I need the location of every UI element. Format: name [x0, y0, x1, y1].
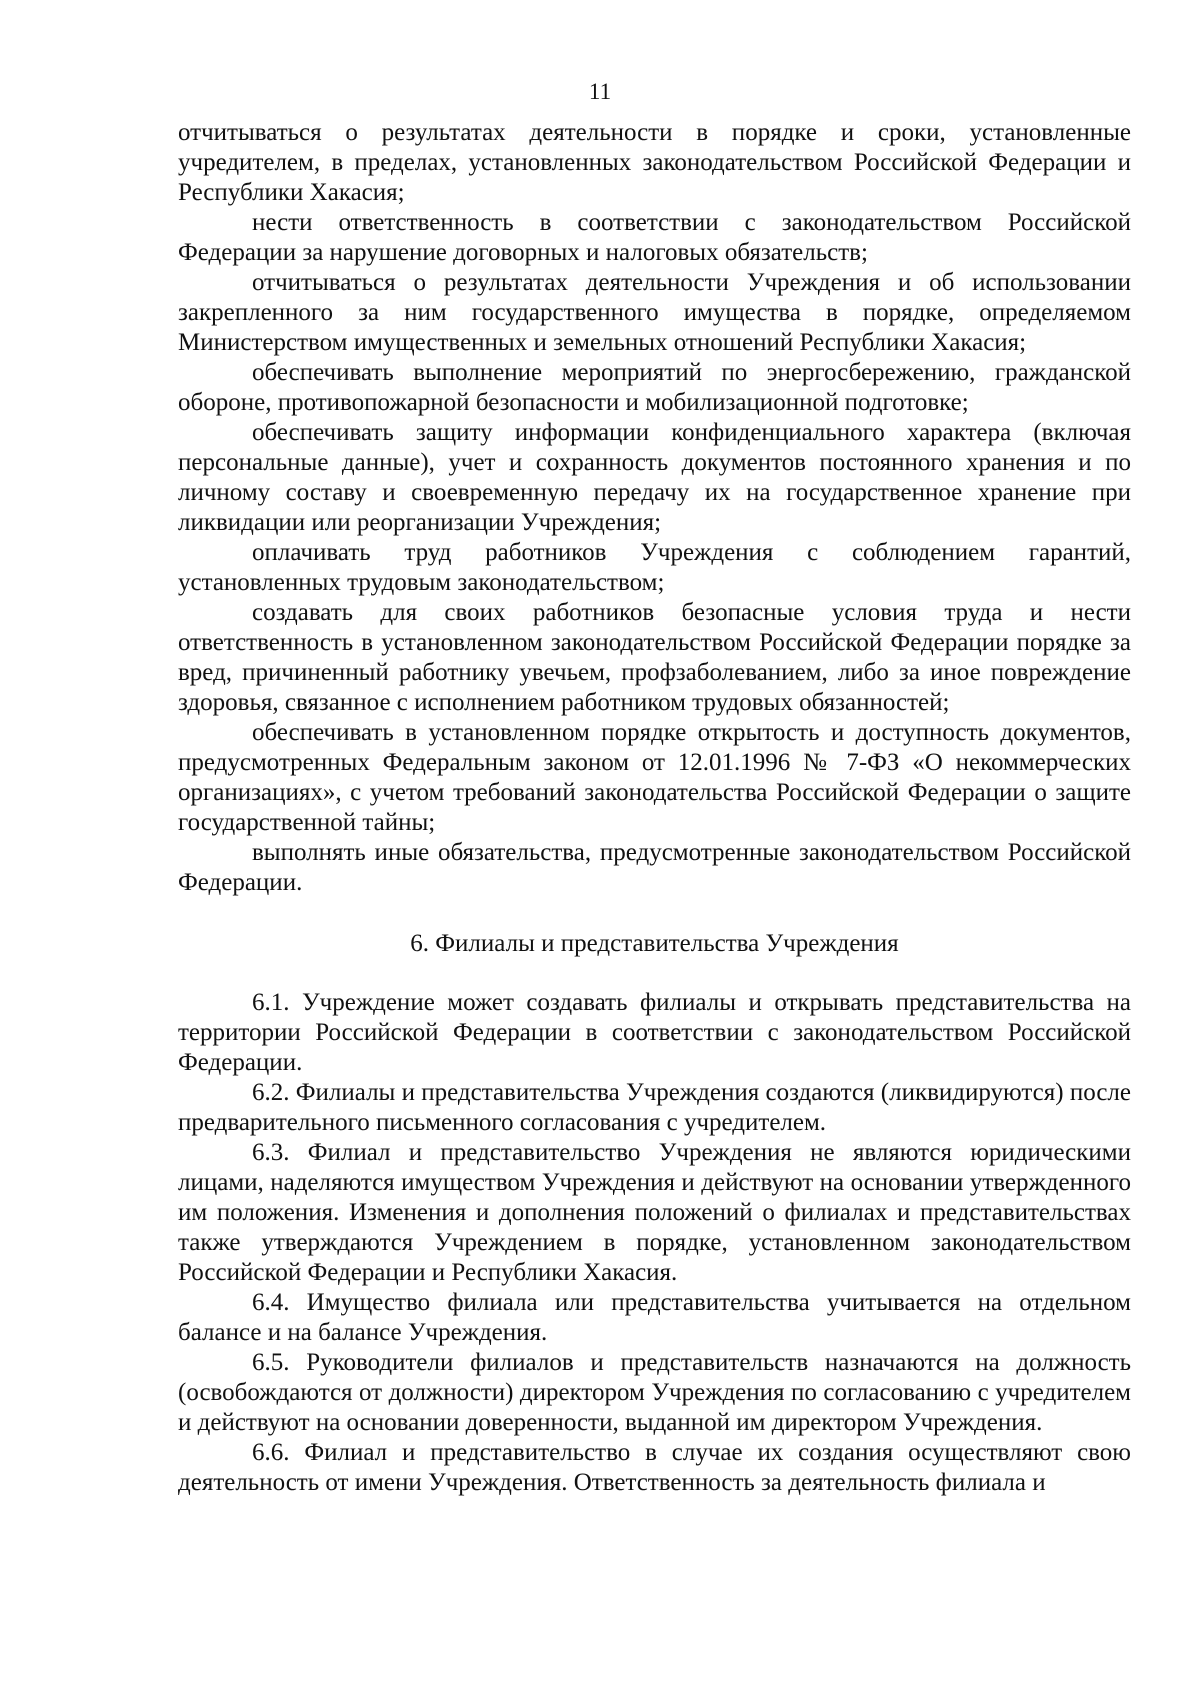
section-paragraph: 6.3. Филиал и представительство Учреждения не являются юридическими лицами, наделяются имуществом Учреждения и действуют на основании утвержденного им положения. Изменения и дополнения положений о филиалах и представительствах также утверждаются Учреждением в порядке, установленном законодательством Российской Федерации и Республики Хакасия. [178, 1139, 1131, 1286]
section-paragraph: 6.6. Филиал и представительство в случае их создания осуществляют свою деятельность от имени Учреждения. Ответственность за деятельность филиала и [178, 1439, 1131, 1496]
paragraph: отчитываться о результатах деятельности в порядке и сроки, установленные учредителем, в пределах, установленных законодательством Российской Федерации и Республики Хакасия; [178, 119, 1131, 206]
section-heading: 6. Филиалы и представительства Учреждения [410, 930, 899, 957]
paragraph: обеспечивать в установленном порядке открытость и доступность документов, предусмотренных Федеральным законом от 12.01.1996 № 7-ФЗ «О некоммерческих организациях», с учетом требований законодательства Российской Федерации о защите государственной тайны; [178, 719, 1131, 836]
section-paragraph: 6.2. Филиалы и представительства Учреждения создаются (ликвидируются) после предварительного письменного согласования с учредителем. [178, 1079, 1131, 1136]
section-paragraph: 6.4. Имущество филиала или представительства учитывается на отдельном балансе и на балансе Учреждения. [178, 1289, 1131, 1346]
section-paragraph: 6.5. Руководители филиалов и представительств назначаются на должность (освобождаются от должности) директором Учреждения по согласованию с учредителем и действуют на основании доверенности, выданной им директором Учреждения. [178, 1349, 1131, 1436]
paragraph: обеспечивать выполнение мероприятий по энергосбережению, гражданской обороне, противопожарной безопасности и мобилизационной подготовке; [178, 359, 1131, 416]
page-number: 11 [588, 79, 612, 104]
paragraph: выполнять иные обязательства, предусмотренные законодательством Российской Федерации. [178, 839, 1131, 896]
document-body [178, 118, 1131, 1498]
paragraph: отчитываться о результатах деятельности Учреждения и об использовании закрепленного за ним государственного имущества в порядке, определяемом Министерством имущественных и земельных отношений Республики Хакасия; [178, 269, 1131, 356]
paragraph: нести ответственность в соответствии с законодательством Российской Федерации за нарушение договорных и налоговых обязательств; [178, 209, 1131, 266]
paragraph: создавать для своих работников безопасные условия труда и нести ответственность в установленном законодательством Российской Федерации порядке за вред, причиненный работнику увечьем, профзаболеванием, либо за иное повреждение здоровья, связанное с исполнением работником трудовых обязанностей; [178, 599, 1131, 716]
paragraph: обеспечивать защиту информации конфиденциального характера (включая персональные данные), учет и сохранность документов постоянного хранения и по личному составу и своевременную передачу их на государственное хранение при ликвидации или реорганизации Учреждения; [178, 419, 1131, 536]
paragraph: оплачивать труд работников Учреждения с соблюдением гарантий, установленных трудовым законодательством; [178, 539, 1131, 596]
section-paragraph: 6.1. Учреждение может создавать филиалы и открывать представительства на территории Российской Федерации в соответствии с законодательством Российской Федерации. [178, 989, 1131, 1076]
